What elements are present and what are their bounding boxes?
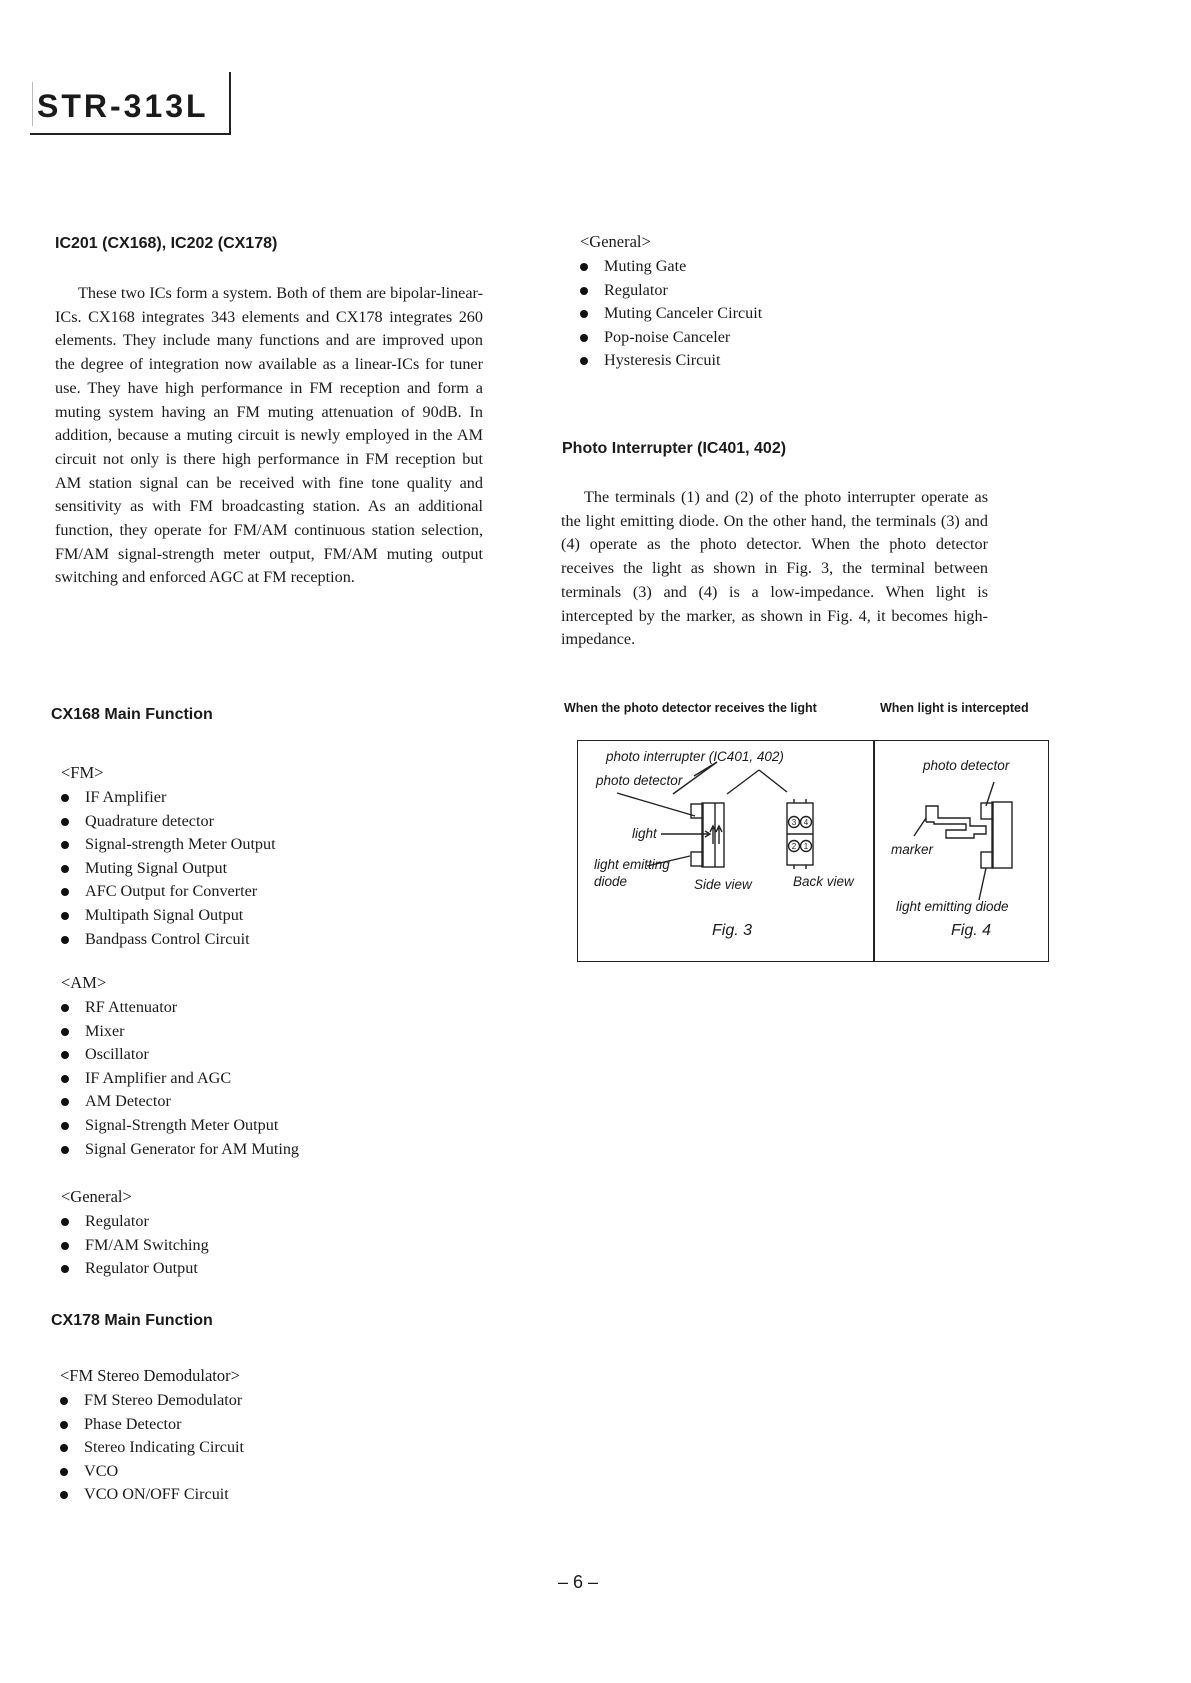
list-item: Bandpass Control Circuit xyxy=(57,928,276,952)
fig3-back-view-label: Back view xyxy=(793,874,854,889)
leader-line xyxy=(617,793,695,816)
terminal-4-label: 4 xyxy=(803,818,809,827)
cx178-heading: CX178 Main Function xyxy=(51,1312,213,1329)
terminal-3-label: 3 xyxy=(791,818,797,827)
stereo-subheading: <FM Stereo Demodulator> xyxy=(60,1366,240,1385)
fm-function-list xyxy=(57,786,276,951)
general-subheading: <General> xyxy=(61,1187,132,1206)
interrupter-body xyxy=(992,802,1012,868)
caption-light-intercepted: When light is intercepted xyxy=(880,701,1029,715)
led-block xyxy=(691,852,703,866)
list-item: Muting Signal Output xyxy=(57,857,276,881)
fig3-light-label: light xyxy=(632,826,657,841)
list-item: VCO ON/OFF Circuit xyxy=(56,1483,244,1507)
general-function-list xyxy=(57,1210,209,1281)
fig4-caption: Fig. 4 xyxy=(951,922,992,939)
ic-heading: IC201 (CX168), IC202 (CX178) xyxy=(55,235,278,252)
photo-interrupter-paragraph: The terminals (1) and (2) of the photo interrupter operate as the light emitting diode. On the other hand, the terminals (3) and (4) operate as the photo detector. When the photo detector receives the light as shown in Fig. 3, the terminal between terminals (3) and (4) is a low-impedance. When light is intercepted by the marker, as shown in Fig. 4, it becomes high-impedance. xyxy=(561,488,988,649)
list-item: Muting Canceler Circuit xyxy=(576,302,762,326)
list-item: Stereo Indicating Circuit xyxy=(56,1436,244,1460)
list-item: IF Amplifier and AGC xyxy=(57,1067,299,1091)
fig3-side-view-label: Side view xyxy=(694,877,752,892)
leader-line xyxy=(759,770,787,792)
list-item: Oscillator xyxy=(57,1043,299,1067)
header-rule-vertical xyxy=(229,72,231,135)
list-item: Muting Gate xyxy=(576,255,762,279)
list-item: Quadrature detector xyxy=(57,810,276,834)
terminal-2-label: 2 xyxy=(791,842,797,851)
detector-block xyxy=(981,803,993,819)
header-rule-horizontal xyxy=(30,133,230,135)
fig4-marker-label: marker xyxy=(891,842,934,857)
list-item: Signal Generator for AM Muting xyxy=(57,1138,299,1162)
list-item: Signal-strength Meter Output xyxy=(57,833,276,857)
leader-line xyxy=(727,770,759,794)
led-block xyxy=(981,852,993,868)
ic-paragraph: These two ICs form a system. Both of them are bipolar-linear-ICs. CX168 integrates 343 elements and CX178 integrates 260 elements. They include many functions and are improved upon the degree of integration now available as a linear-ICs for tuner use. They have high performance in FM reception and form a muting system having an FM muting attenuation of 90dB. In addition, because a muting circuit is newly employed in the AM circuit not only is there high performance in FM reception but AM station signal can be received with fine tone quality and sensitivity as with FM broadcasting station. As an additional function, they operate for FM/AM continuous station selection, FM/AM signal-strength meter output, FM/AM muting output switching and enforced AGC at FM reception. xyxy=(55,284,483,587)
led-leader xyxy=(979,868,986,900)
list-item: RF Attenuator xyxy=(57,996,299,1020)
fig3-led-label-line2: diode xyxy=(594,874,628,889)
list-item: Pop-noise Canceler xyxy=(576,326,762,350)
list-item: Phase Detector xyxy=(56,1413,244,1437)
list-item: Regulator Output xyxy=(57,1257,209,1281)
right-general-list xyxy=(576,255,762,373)
list-item: Signal-Strength Meter Output xyxy=(57,1114,299,1138)
list-item: FM/AM Switching xyxy=(57,1234,209,1258)
list-item: Multipath Signal Output xyxy=(57,904,276,928)
fig3-photo-detector-label: photo detector xyxy=(596,773,683,788)
fig4-led-label: light emitting diode xyxy=(896,899,1009,914)
list-item: AFC Output for Converter xyxy=(57,880,276,904)
list-item: Regulator xyxy=(57,1210,209,1234)
am-function-list xyxy=(57,996,299,1161)
list-item: Mixer xyxy=(57,1020,299,1044)
fig3-led-label-line1: light emitting xyxy=(594,857,670,872)
caption-receives-light: When the photo detector receives the light xyxy=(564,701,817,715)
marker-shape xyxy=(926,806,986,838)
page-number: – 6 – xyxy=(558,1572,599,1592)
fig4-photo-detector-label: photo detector xyxy=(923,758,1010,773)
fig3-title: photo interrupter (IC401, 402) xyxy=(606,749,784,764)
stereo-function-list xyxy=(56,1389,244,1507)
list-item: VCO xyxy=(56,1460,244,1484)
list-item: Regulator xyxy=(576,279,762,303)
terminal-1-label: 1 xyxy=(803,842,809,851)
header-edge-mark xyxy=(32,82,33,126)
cx168-heading: CX168 Main Function xyxy=(51,706,213,723)
photo-interrupter-heading: Photo Interrupter (IC401, 402) xyxy=(562,440,787,457)
list-item: Hysteresis Circuit xyxy=(576,349,762,373)
list-item: FM Stereo Demodulator xyxy=(56,1389,244,1413)
model-title: STR-313L xyxy=(37,88,209,124)
marker-leader xyxy=(914,818,926,836)
list-item: IF Amplifier xyxy=(57,786,276,810)
am-subheading: <AM> xyxy=(61,973,107,992)
fm-subheading: <FM> xyxy=(61,763,104,782)
fig3-caption: Fig. 3 xyxy=(712,922,753,939)
right-general-subheading: <General> xyxy=(580,232,651,251)
list-item: AM Detector xyxy=(57,1090,299,1114)
